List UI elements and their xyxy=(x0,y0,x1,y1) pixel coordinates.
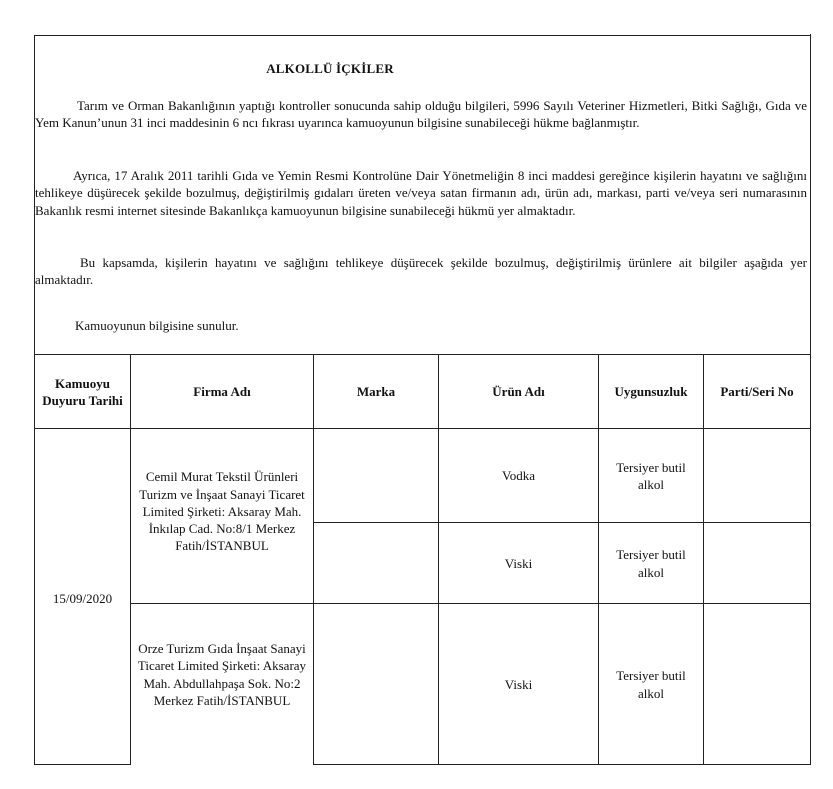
row2-nonconformity: Tersiyer butil alkol xyxy=(616,547,686,580)
row1-nonconformity: Tersiyer butil alkol xyxy=(616,459,686,492)
header-nonconformity: Uygunsuzluk xyxy=(614,384,688,400)
header-date: Kamuoyu Duyuru Tarihi xyxy=(42,375,123,408)
paragraph-scope: Bu kapsamda, kişilerin hayatını ve sağlığını tehlikeye düşürecek şekilde bozulmuş, değiştirilmiş ürünlere ait bilgiler aşağıda yer almaktadır. xyxy=(35,255,807,288)
row2-brand xyxy=(314,524,438,603)
company-2: Orze Turizm Gıda İnşaat Sanayi Ticaret Limited Şirketi: Aksaray Mah. Abdullahpaşa Sok. No:2 Merkez Fatih/İSTANBUL xyxy=(137,640,307,708)
row1-brand xyxy=(314,430,438,522)
row2-batch xyxy=(704,524,810,603)
paragraph-legal-basis: Tarım ve Orman Bakanlığının yaptığı kontroller sonucunda sahip olduğu bilgileri, 5996 Sayılı Veteriner Hizmetleri, Bitki Sağlığı, Gıda ve Yem Kanun’unun 31 inci maddesinin 6 ncı fıkrası uyarınca kamuoyunun bilgisine sunabileceği hükme bağlanmıştır. xyxy=(35,98,807,131)
table-right-border xyxy=(810,34,811,765)
table-bottom-border xyxy=(313,764,811,765)
document-title: ALKOLLÜ İÇKİLER xyxy=(266,61,394,76)
row3-product: Viski xyxy=(504,676,533,692)
paragraph-closing: Kamuoyunun bilgisine sunulur. xyxy=(75,318,239,333)
date-bottom-border xyxy=(34,764,131,765)
paragraph-regulation: Ayrıca, 17 Aralık 2011 tarihli Gıda ve Yemin Resmi Kontrolüne Dair Yönetmeliğin 8 inci maddesi gereğince kişilerin hayatını ve sağlığını tehlikeye düşürecek şekilde bozulmuş, değiştirilmiş gıdaları üreten ve/veya satan firmanın adı, ürün adı, markası, parti ve/veya seri numarasının Bakanlık resmi internet sitesinde Bakanlıkça kamuoyunun bilgisine sunabileceği hükmü yer almaktadır. xyxy=(35,168,807,218)
header-company: Firma Adı xyxy=(193,384,251,400)
header-batch: Parti/Seri No xyxy=(720,384,794,400)
company-1: Cemil Murat Tekstil Ürünleri Turizm ve İnşaat Sanayi Ticaret Limited Şirketi: Aksaray Mah. İnkılap Cad. No:8/1 Merkez Fatih/İSTANBUL xyxy=(139,469,305,554)
row1-product: Vodka xyxy=(502,468,535,484)
row1-batch xyxy=(704,430,810,522)
row3-nonconformity: Tersiyer butil alkol xyxy=(616,668,686,701)
row3-batch xyxy=(704,605,810,764)
header-product: Ürün Adı xyxy=(492,384,545,400)
row2-product: Viski xyxy=(504,555,533,571)
row3-brand xyxy=(314,605,438,764)
intro-box xyxy=(34,35,811,355)
header-brand: Marka xyxy=(356,384,396,400)
announcement-date: 15/09/2020 xyxy=(52,591,113,607)
